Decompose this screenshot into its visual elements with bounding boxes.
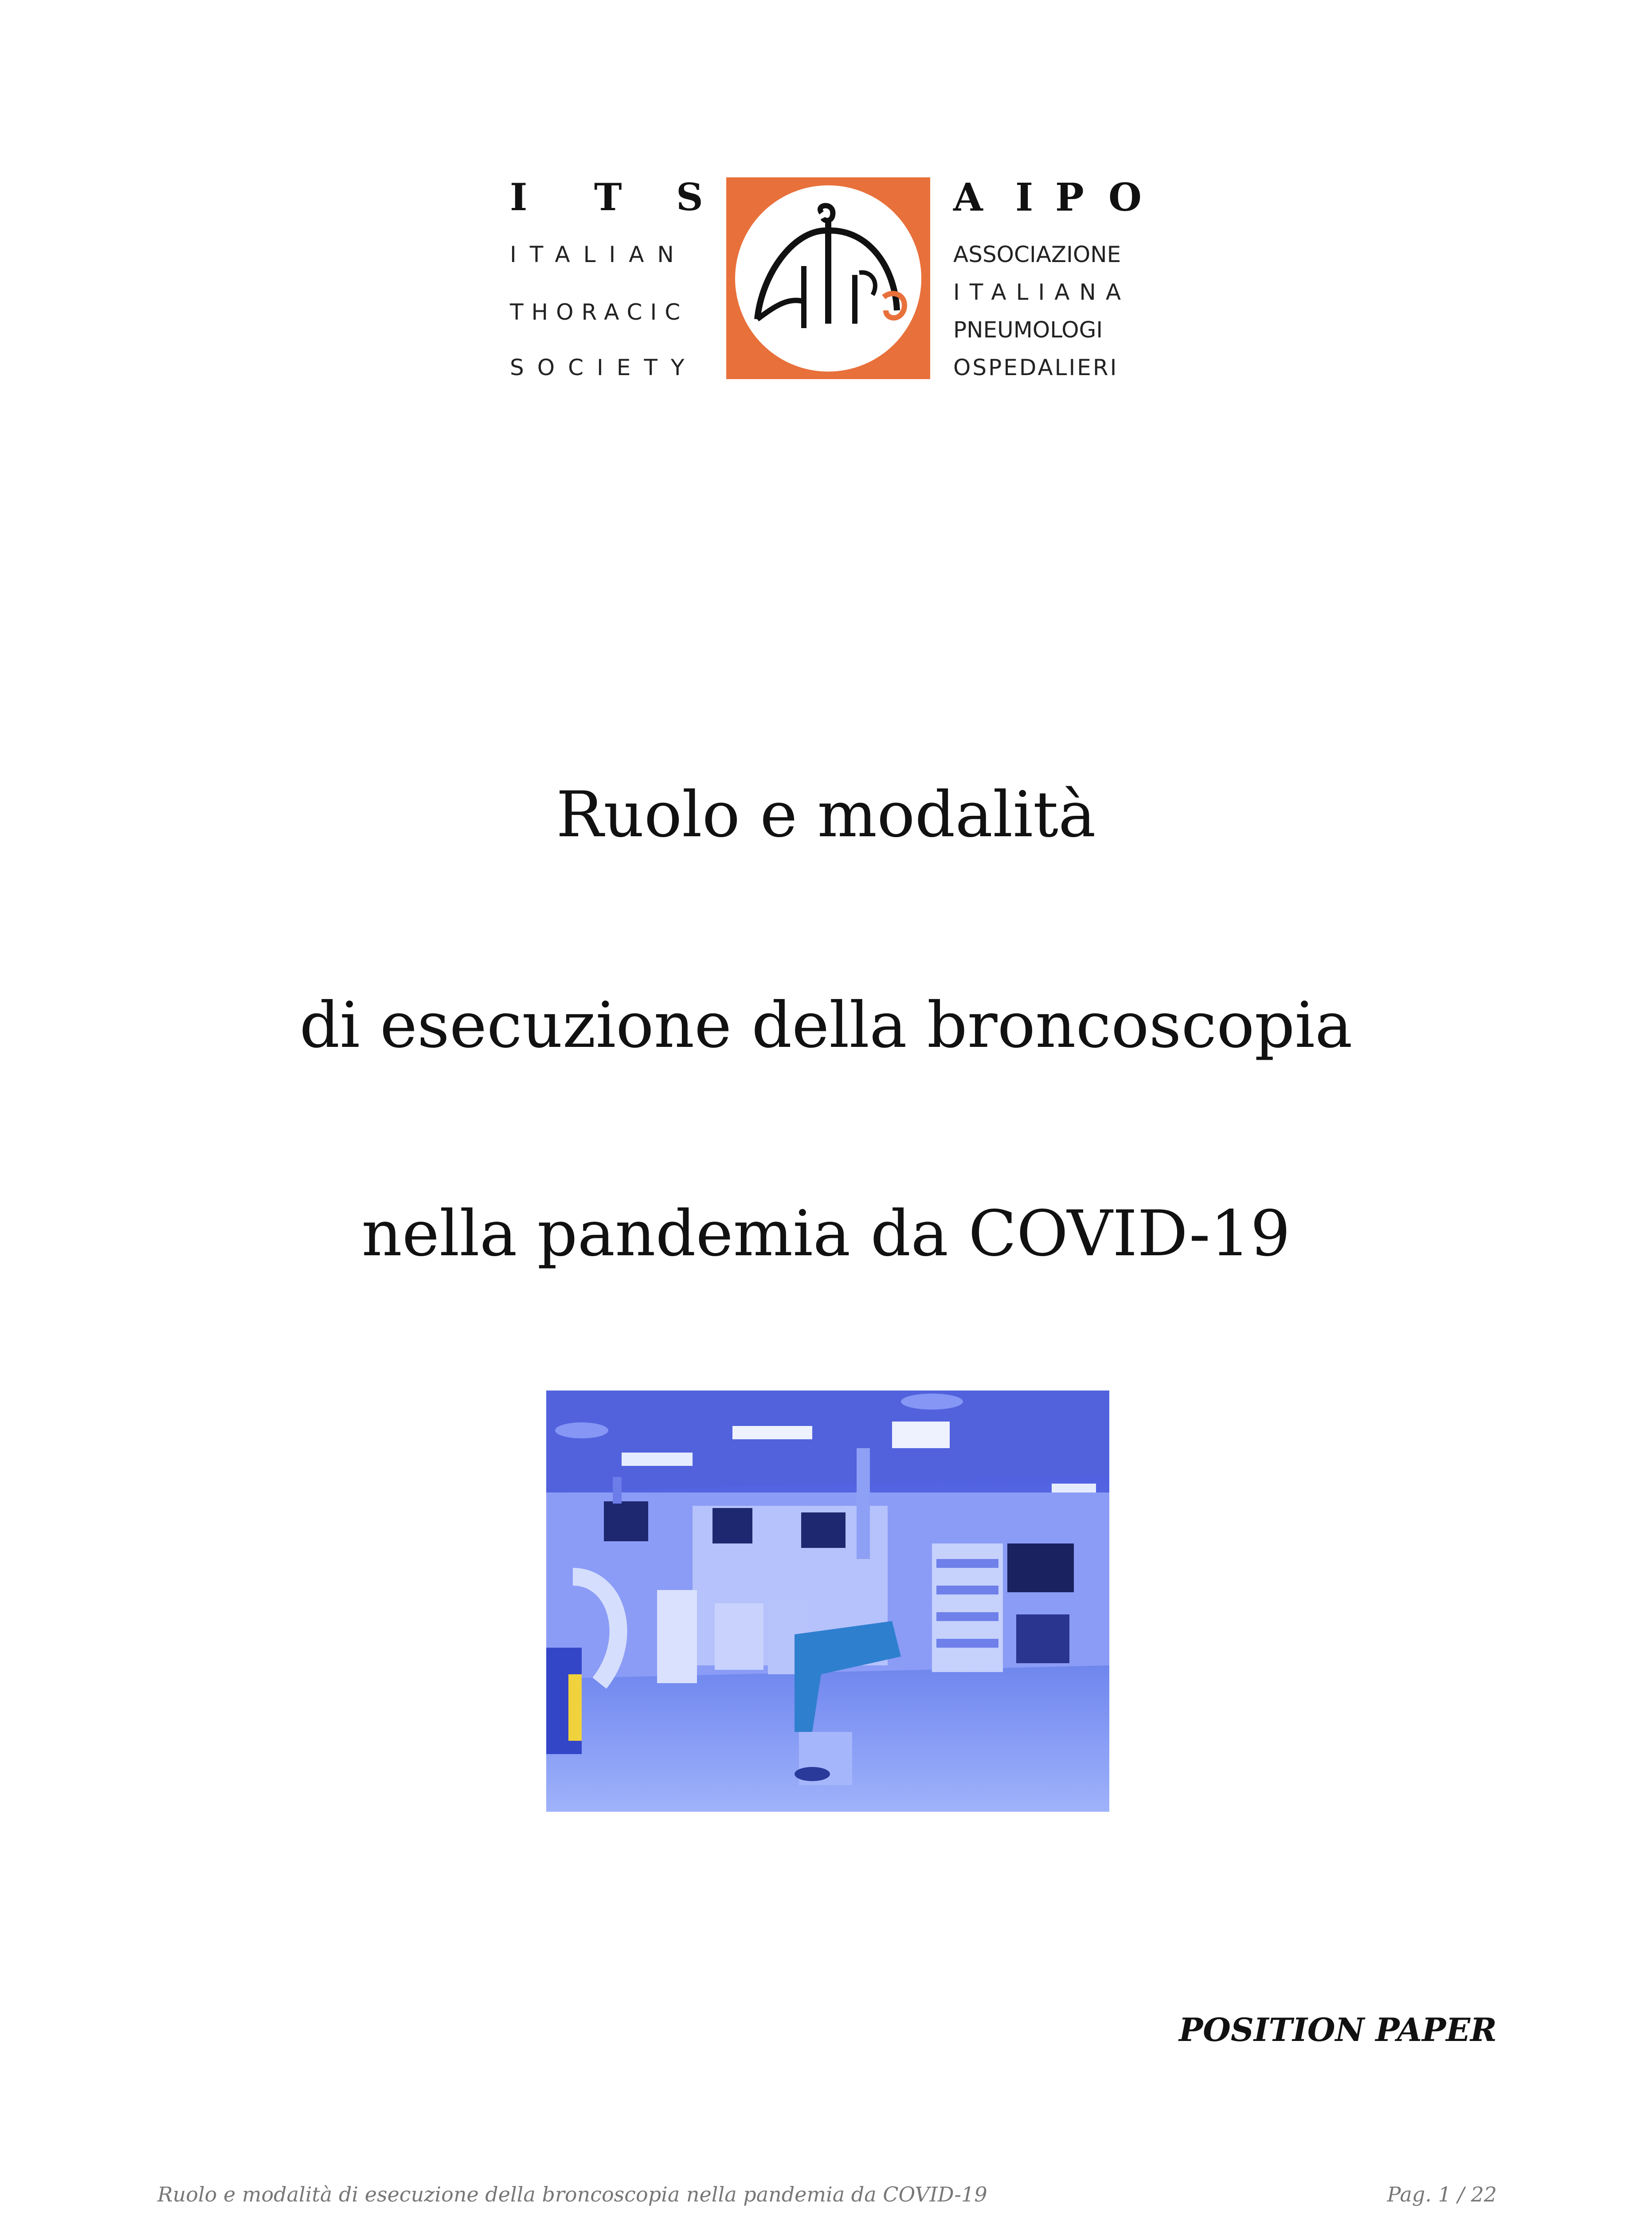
its-aipo-logo (510, 175, 1148, 384)
its-line-1: ITALIAN (510, 242, 687, 267)
aipo-letter: I (1015, 175, 1033, 220)
footer-page-number: Pag. 1 / 22 (1387, 2182, 1497, 2206)
its-letter: T (594, 175, 622, 219)
footer-title: Ruolo e modalità di esecuzione della broncoscopia nella pandemia da COVID-19 (157, 2182, 987, 2206)
aipo-acronym (953, 175, 1148, 220)
its-letter: S (676, 175, 703, 219)
aipo-letter: O (1108, 175, 1142, 220)
aipo-line-2: ITALIANA (953, 279, 1131, 305)
its-line-3: SOCIETY (510, 355, 698, 380)
document-type-label: POSITION PAPER (1178, 2011, 1497, 2049)
its-letter: I (510, 175, 528, 219)
aipo-letter: A (953, 175, 983, 220)
title-line-2: di esecuzione della broncoscopia (299, 989, 1353, 1062)
title-line-1: Ruolo e modalità (556, 778, 1096, 851)
aipo-line-4: OSPEDALIERI (953, 355, 1119, 380)
its-line-2: THORACIC (510, 299, 689, 325)
bronchoscopy-room-photo (546, 1391, 1109, 1812)
title-line-3: nella pandemia da COVID-19 (361, 1197, 1291, 1270)
aipo-line-3: PNEUMOLOGI (953, 317, 1103, 343)
aipo-line-1: ASSOCIAZIONE (953, 242, 1121, 267)
its-acronym (510, 175, 703, 219)
lung-emblem-icon (726, 177, 930, 379)
aipo-letter: P (1055, 175, 1084, 220)
